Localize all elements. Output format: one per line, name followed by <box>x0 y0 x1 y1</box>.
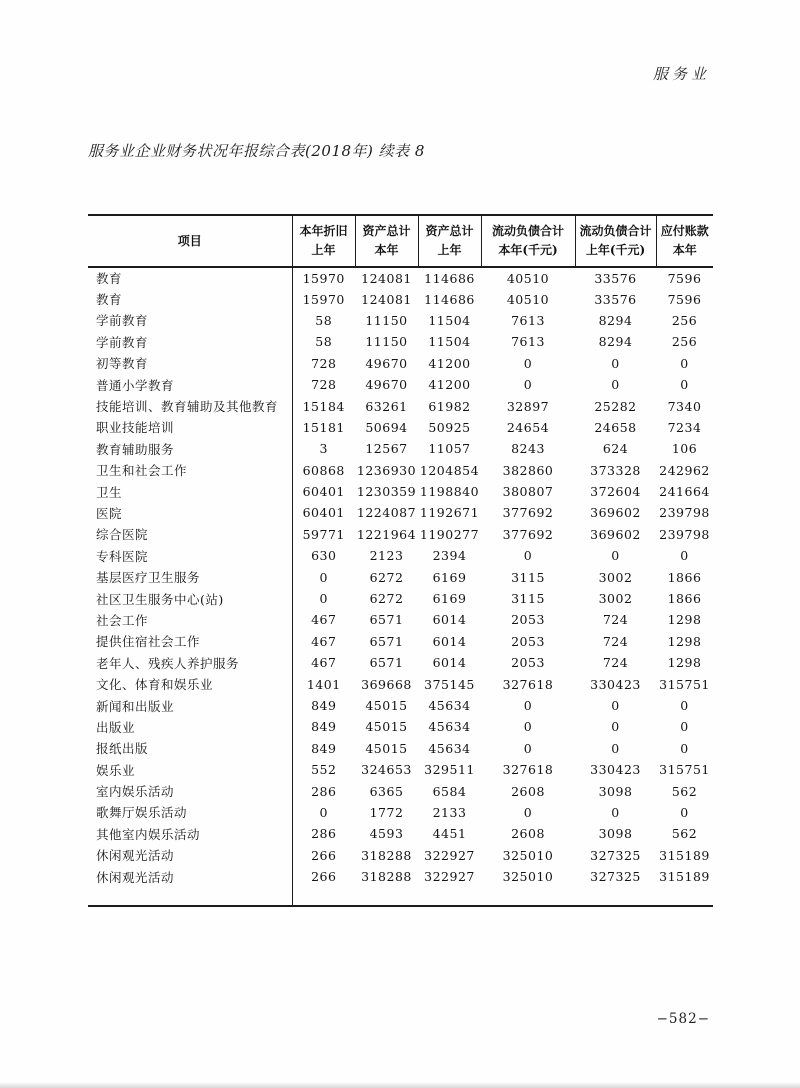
row-value-liabilities-prev: 8294 <box>598 312 633 328</box>
row-item-label: 医院 <box>88 502 292 523</box>
row-value-liabilities-current: 0 <box>523 355 533 371</box>
row-value-assets-current: 1230359 <box>356 484 417 500</box>
header-line1: 资产总计 <box>425 224 474 239</box>
chapter-corner-label: 服务业 <box>652 65 710 83</box>
row-value-assets-current: 6571 <box>369 655 404 671</box>
row-value-assets-prev: 6014 <box>432 612 467 628</box>
row-value-liabilities-current: 2608 <box>511 783 545 799</box>
row-value-assets-prev: 6169 <box>432 591 467 607</box>
row-value-liabilities-prev: 24658 <box>594 419 637 435</box>
row-item-label: 报纸出版 <box>88 738 292 759</box>
row-value-payables-current: 315751 <box>659 676 710 692</box>
page-number: −582− <box>656 1011 710 1027</box>
row-value-depreciation-prev: 15181 <box>302 419 345 435</box>
row-value-liabilities-current: 0 <box>523 698 533 713</box>
table-row <box>88 545 713 566</box>
row-value-liabilities-current: 327618 <box>502 676 554 692</box>
row-value-depreciation-prev: 15184 <box>302 398 345 414</box>
table-row <box>88 374 713 395</box>
row-item-label: 学前教育 <box>88 331 292 352</box>
table-row <box>88 353 713 374</box>
header-row <box>88 215 713 267</box>
row-item-label: 社区卫生服务中心(站) <box>88 588 292 609</box>
header-line2: 本年(千元) <box>498 243 558 257</box>
table-row <box>88 288 713 309</box>
row-value-assets-current: 11150 <box>365 312 408 328</box>
row-value-depreciation-prev: 3 <box>319 441 328 457</box>
row-value-assets-current: 324653 <box>361 762 412 778</box>
row-value-liabilities-prev: 3002 <box>598 591 633 607</box>
row-value-liabilities-current: 2053 <box>511 633 545 649</box>
row-value-payables-current: 7234 <box>667 419 702 435</box>
row-value-payables-current: 1298 <box>667 655 702 671</box>
row-value-liabilities-current: 325010 <box>502 847 554 863</box>
row-value-depreciation-prev: 467 <box>311 633 337 649</box>
row-value-payables-current: 1866 <box>667 591 702 607</box>
table-row <box>88 502 713 523</box>
row-item-label: 新闻和出版业 <box>88 695 292 716</box>
row-value-liabilities-prev: 624 <box>602 441 629 457</box>
row-value-depreciation-prev: 467 <box>311 612 337 628</box>
row-value-liabilities-prev: 0 <box>611 740 620 756</box>
row-value-payables-current: 315189 <box>659 869 710 885</box>
row-value-liabilities-current: 380807 <box>502 484 554 500</box>
row-value-liabilities-prev: 0 <box>611 377 620 393</box>
row-value-assets-prev: 6169 <box>432 569 467 585</box>
row-value-payables-current: 0 <box>680 740 689 756</box>
row-item-label: 教育 <box>88 288 292 309</box>
row-value-assets-prev: 114686 <box>424 270 475 286</box>
row-value-payables-current: 1866 <box>667 569 702 585</box>
row-item-label: 出版业 <box>88 716 292 737</box>
row-value-assets-current: 45015 <box>365 740 408 756</box>
row-item-label: 文化、体育和娱乐业 <box>88 673 292 694</box>
row-value-payables-current: 0 <box>680 548 689 564</box>
row-value-liabilities-prev: 33576 <box>594 291 637 307</box>
header-line2: 上年(千元) <box>585 243 646 257</box>
row-value-liabilities-prev: 372604 <box>590 484 641 500</box>
row-value-depreciation-prev: 728 <box>311 355 337 371</box>
row-value-payables-current: 7596 <box>667 291 702 307</box>
table-row <box>88 866 713 887</box>
row-value-assets-prev: 1192671 <box>419 505 480 521</box>
row-value-liabilities-current: 24654 <box>506 419 550 435</box>
column-header-assets-current <box>355 215 418 267</box>
table-row <box>88 823 713 844</box>
row-value-liabilities-current: 3115 <box>511 591 545 607</box>
row-value-assets-current: 318288 <box>361 869 412 885</box>
table-row <box>88 267 713 288</box>
row-value-liabilities-prev: 3002 <box>598 569 633 585</box>
row-value-payables-current: 0 <box>680 355 689 371</box>
table-row <box>88 802 713 823</box>
spacer-values-cell <box>292 887 713 906</box>
row-value-payables-current: 0 <box>680 377 689 393</box>
row-value-liabilities-prev: 724 <box>602 612 629 628</box>
table-footer <box>88 887 713 906</box>
row-value-assets-current: 50694 <box>365 419 408 435</box>
row-value-liabilities-prev: 3098 <box>598 826 633 842</box>
table-row <box>88 481 713 502</box>
row-item-label: 职业技能培训 <box>88 417 292 438</box>
row-value-payables-current: 7340 <box>667 398 702 414</box>
row-value-assets-prev: 322927 <box>424 847 475 863</box>
row-value-assets-prev: 1198840 <box>419 484 480 500</box>
row-value-payables-current: 106 <box>671 441 698 457</box>
financial-table <box>88 214 713 907</box>
row-item-label: 教育辅助服务 <box>88 438 292 459</box>
row-value-assets-current: 369668 <box>361 676 412 692</box>
row-item-label: 休闲观光活动 <box>88 866 292 887</box>
row-value-assets-current: 49670 <box>365 355 408 371</box>
row-value-payables-current: 242962 <box>659 462 710 478</box>
row-value-depreciation-prev: 60868 <box>302 462 345 478</box>
row-item-label: 卫生和社会工作 <box>88 460 292 481</box>
row-value-liabilities-current: 327618 <box>502 762 554 778</box>
row-value-liabilities-prev: 330423 <box>590 676 641 692</box>
table-row <box>88 331 713 352</box>
row-value-assets-prev: 45634 <box>428 698 471 713</box>
table-row <box>88 588 713 609</box>
row-value-assets-prev: 11504 <box>428 312 471 328</box>
row-value-depreciation-prev: 849 <box>311 719 337 735</box>
row-value-assets-current: 63261 <box>365 398 408 414</box>
row-value-assets-prev: 50925 <box>428 419 471 435</box>
row-value-assets-prev: 2394 <box>432 548 467 564</box>
scan-edge-shadow <box>0 1082 800 1088</box>
row-item-label: 提供住宿社会工作 <box>88 631 292 652</box>
row-value-payables-current: 562 <box>671 783 698 799</box>
row-value-payables-current: 1298 <box>667 612 702 628</box>
row-value-payables-current: 1298 <box>667 633 702 649</box>
row-value-depreciation-prev: 58 <box>315 334 333 350</box>
table-row <box>88 395 713 416</box>
row-value-assets-current: 6365 <box>369 783 404 799</box>
spacer-row <box>88 887 713 906</box>
table-row <box>88 631 713 652</box>
row-value-depreciation-prev: 0 <box>319 569 328 585</box>
row-value-depreciation-prev: 0 <box>319 591 328 607</box>
row-value-payables-current: 239798 <box>659 505 710 521</box>
column-header-liabilities-prev <box>575 215 656 267</box>
row-value-payables-current: 256 <box>671 312 698 328</box>
row-value-assets-prev: 1190277 <box>419 526 480 542</box>
row-value-assets-current: 6272 <box>369 569 404 585</box>
row-item-label: 歌舞厅娱乐活动 <box>88 802 292 823</box>
row-value-depreciation-prev: 0 <box>319 804 328 820</box>
row-value-liabilities-prev: 33576 <box>594 270 637 286</box>
row-value-liabilities-current: 7613 <box>511 312 545 328</box>
row-value-assets-current: 1772 <box>369 804 404 820</box>
row-value-assets-current: 1236930 <box>356 462 417 478</box>
row-value-depreciation-prev: 286 <box>311 826 337 842</box>
row-value-liabilities-prev: 0 <box>611 804 620 820</box>
row-value-liabilities-prev: 0 <box>611 698 620 713</box>
table-header <box>88 215 713 267</box>
row-item-label: 普通小学教育 <box>88 374 292 395</box>
row-value-assets-prev: 61982 <box>428 398 471 414</box>
row-value-depreciation-prev: 1401 <box>306 676 341 692</box>
row-value-liabilities-prev: 330423 <box>590 762 641 778</box>
row-value-depreciation-prev: 15970 <box>302 270 345 286</box>
row-value-liabilities-current: 377692 <box>502 505 554 521</box>
row-value-liabilities-prev: 0 <box>611 355 620 371</box>
row-item-label: 社会工作 <box>88 609 292 630</box>
row-value-depreciation-prev: 266 <box>311 869 337 885</box>
table-row <box>88 845 713 866</box>
row-value-assets-prev: 11057 <box>428 441 471 457</box>
table-row <box>88 609 713 630</box>
column-header-payables-current <box>656 215 713 267</box>
row-value-assets-current: 6272 <box>369 591 404 607</box>
table-row <box>88 738 713 759</box>
row-value-assets-prev: 2133 <box>432 804 467 820</box>
row-value-payables-current: 239798 <box>659 526 710 542</box>
row-value-assets-current: 124081 <box>361 291 412 307</box>
table-row <box>88 673 713 694</box>
row-value-liabilities-current: 2053 <box>511 655 545 671</box>
row-value-liabilities-current: 0 <box>523 719 533 735</box>
header-line2: 本年 <box>374 243 399 257</box>
row-value-assets-prev: 114686 <box>424 291 475 307</box>
row-item-label: 基层医疗卫生服务 <box>88 566 292 587</box>
row-value-depreciation-prev: 467 <box>311 655 337 671</box>
table-title: 服务业企业财务状况年报综合表(2018年) 续表 8 <box>88 142 425 160</box>
row-value-payables-current: 241664 <box>659 484 710 500</box>
row-value-liabilities-current: 32897 <box>506 398 550 414</box>
row-value-liabilities-current: 0 <box>523 740 533 756</box>
row-value-assets-current: 6571 <box>369 612 404 628</box>
row-value-assets-prev: 6584 <box>432 783 467 799</box>
row-item-label: 卫生 <box>88 481 292 502</box>
row-value-liabilities-current: 325010 <box>502 869 554 885</box>
row-value-assets-current: 124081 <box>361 270 412 286</box>
table-row <box>88 759 713 780</box>
row-value-liabilities-prev: 3098 <box>598 783 633 799</box>
row-item-label: 技能培训、教育辅助及其他教育 <box>88 395 292 416</box>
row-value-assets-current: 45015 <box>365 719 408 735</box>
spacer-item-cell <box>88 887 292 906</box>
row-value-assets-current: 2123 <box>369 548 404 564</box>
row-value-assets-prev: 1204854 <box>419 462 480 478</box>
row-value-assets-current: 49670 <box>365 377 408 393</box>
row-value-assets-prev: 45634 <box>428 719 471 735</box>
row-value-depreciation-prev: 849 <box>311 740 337 756</box>
row-value-liabilities-prev: 724 <box>602 633 629 649</box>
row-value-liabilities-prev: 724 <box>602 655 629 671</box>
row-item-label: 老年人、残疾人养护服务 <box>88 652 292 673</box>
row-value-depreciation-prev: 849 <box>311 698 337 713</box>
header-line2: 上年 <box>437 243 462 257</box>
row-value-assets-prev: 11504 <box>428 334 471 350</box>
table-row <box>88 524 713 545</box>
table-row <box>88 716 713 737</box>
row-value-payables-current: 256 <box>671 334 698 350</box>
table-row <box>88 460 713 481</box>
row-item-label: 教育 <box>88 267 292 288</box>
row-value-liabilities-prev: 369602 <box>590 526 641 542</box>
header-line1: 应付账款 <box>660 224 709 239</box>
row-value-depreciation-prev: 59771 <box>302 526 345 542</box>
row-item-label: 综合医院 <box>88 524 292 545</box>
row-value-liabilities-current: 382860 <box>502 462 554 478</box>
row-value-assets-current: 4593 <box>369 826 404 842</box>
row-item-label: 休闲观光活动 <box>88 845 292 866</box>
row-value-assets-prev: 41200 <box>428 355 471 371</box>
row-item-label: 专科医院 <box>88 545 292 566</box>
header-line1: 流动负债合计 <box>579 224 652 239</box>
row-item-label: 室内娱乐活动 <box>88 780 292 801</box>
row-value-assets-prev: 41200 <box>428 377 471 393</box>
row-item-label: 其他室内娱乐活动 <box>88 823 292 844</box>
row-value-depreciation-prev: 15970 <box>302 291 345 307</box>
table-row <box>88 695 713 716</box>
row-item-label: 娱乐业 <box>88 759 292 780</box>
table-row <box>88 310 713 331</box>
header-line1: 本年折旧 <box>299 224 348 239</box>
row-value-liabilities-prev: 0 <box>611 719 620 735</box>
row-value-assets-prev: 375145 <box>424 676 475 692</box>
column-header-depreciation-prev <box>292 215 355 267</box>
row-value-payables-current: 0 <box>680 804 689 820</box>
row-value-assets-prev: 6014 <box>432 655 467 671</box>
row-value-assets-current: 1221964 <box>356 526 417 542</box>
header-line2: 本年 <box>672 243 697 257</box>
row-value-assets-prev: 45634 <box>428 740 471 756</box>
row-value-depreciation-prev: 630 <box>311 548 337 564</box>
row-value-depreciation-prev: 60401 <box>302 484 345 500</box>
table-row <box>88 417 713 438</box>
row-value-liabilities-prev: 373328 <box>590 462 641 478</box>
row-value-assets-current: 11150 <box>365 334 408 350</box>
row-value-assets-prev: 322927 <box>424 869 475 885</box>
row-value-assets-prev: 329511 <box>424 762 475 778</box>
row-value-liabilities-prev: 0 <box>611 548 620 564</box>
row-value-depreciation-prev: 58 <box>315 312 333 328</box>
row-value-payables-current: 562 <box>671 826 698 842</box>
header-line2: 上年 <box>311 243 336 257</box>
row-value-payables-current: 7596 <box>667 270 702 286</box>
row-value-liabilities-prev: 327325 <box>590 847 641 863</box>
table-row <box>88 566 713 587</box>
row-value-depreciation-prev: 552 <box>311 762 337 778</box>
row-value-liabilities-current: 8243 <box>511 441 545 457</box>
row-value-assets-prev: 4451 <box>432 826 467 842</box>
row-value-liabilities-current: 40510 <box>506 291 550 307</box>
row-value-assets-prev: 6014 <box>432 633 467 649</box>
row-value-liabilities-current: 2053 <box>511 612 545 628</box>
row-value-assets-current: 318288 <box>361 847 412 863</box>
row-value-depreciation-prev: 60401 <box>302 505 345 521</box>
row-value-liabilities-current: 0 <box>523 804 533 820</box>
row-value-assets-current: 1224087 <box>356 505 417 521</box>
row-value-assets-current: 6571 <box>369 633 404 649</box>
row-value-liabilities-current: 0 <box>523 377 533 393</box>
row-value-liabilities-current: 3115 <box>511 569 545 585</box>
row-value-liabilities-prev: 8294 <box>598 334 633 350</box>
table-row <box>88 780 713 801</box>
row-value-payables-current: 0 <box>680 719 689 735</box>
column-header-liabilities-current <box>481 215 575 267</box>
row-value-liabilities-current: 2608 <box>511 826 545 842</box>
row-value-liabilities-prev: 25282 <box>594 398 637 414</box>
table-body <box>88 267 713 887</box>
row-value-liabilities-current: 377692 <box>502 526 554 542</box>
header-line1: 流动负债合计 <box>491 224 564 239</box>
row-value-payables-current: 315189 <box>659 847 710 863</box>
row-value-liabilities-prev: 327325 <box>590 869 641 885</box>
row-item-label: 学前教育 <box>88 310 292 331</box>
column-header-assets-prev <box>418 215 481 267</box>
table-row <box>88 652 713 673</box>
table-row <box>88 438 713 459</box>
row-value-depreciation-prev: 728 <box>311 377 337 393</box>
row-item-label: 初等教育 <box>88 353 292 374</box>
row-value-assets-current: 12567 <box>365 441 408 457</box>
row-value-assets-current: 45015 <box>365 698 408 713</box>
row-value-depreciation-prev: 286 <box>311 783 337 799</box>
row-value-depreciation-prev: 266 <box>311 847 337 863</box>
row-value-liabilities-prev: 369602 <box>590 505 641 521</box>
row-value-payables-current: 0 <box>680 698 689 713</box>
column-header-item: 项目 <box>88 215 292 267</box>
header-line1: 资产总计 <box>362 224 411 239</box>
row-value-liabilities-current: 40510 <box>506 270 550 286</box>
row-value-liabilities-current: 7613 <box>511 334 545 350</box>
row-value-liabilities-current: 0 <box>523 548 533 564</box>
row-value-payables-current: 315751 <box>659 762 710 778</box>
